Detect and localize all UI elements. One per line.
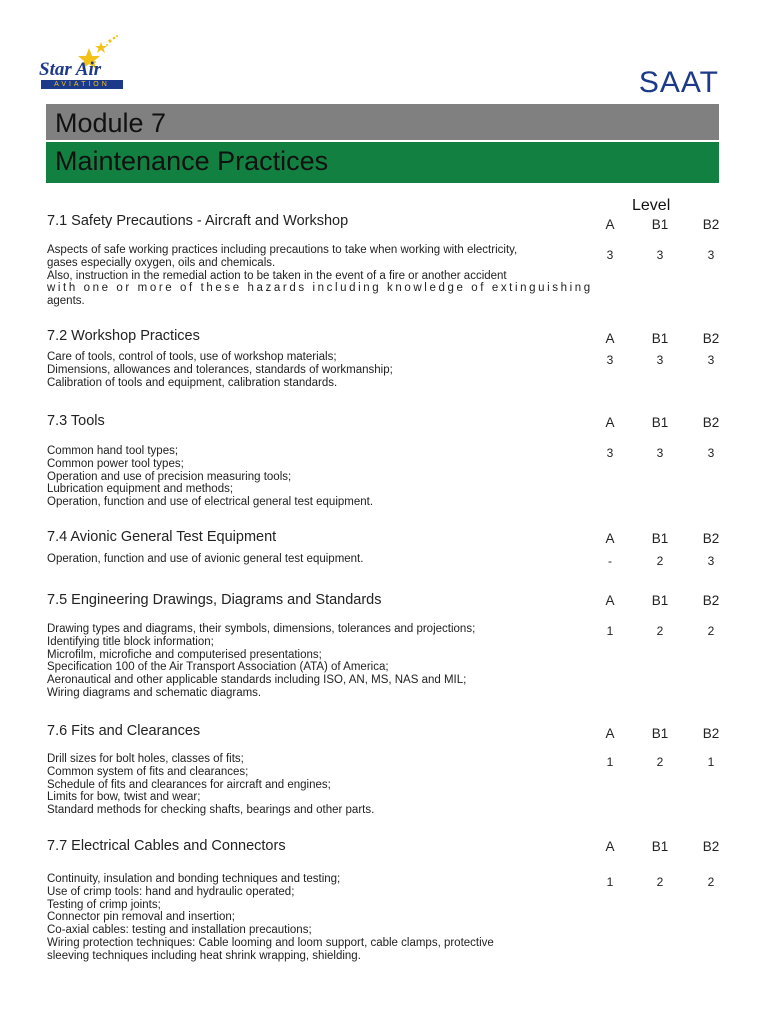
body-line: Common power tool types; xyxy=(47,457,184,470)
level-value-b1: 3 xyxy=(656,248,664,262)
body-line: Operation and use of precision measuring tools; xyxy=(47,470,292,483)
level-value-a: 1 xyxy=(606,624,614,638)
section-title: 7.7 Electrical Cables and Connectors xyxy=(47,838,286,854)
level-value-b2: 2 xyxy=(707,624,715,638)
body-line: Calibration of tools and equipment, calibration standards. xyxy=(47,376,338,389)
level-column-b1: B1 xyxy=(651,331,669,346)
level-column-b2: B2 xyxy=(702,839,720,854)
level-value-b2: 3 xyxy=(707,353,715,367)
body-line: Operation, function and use of electrical general test equipment. xyxy=(47,496,374,509)
level-column-b2: B2 xyxy=(702,415,720,430)
body-line: Drill sizes for bolt holes, classes of fits; xyxy=(47,753,244,765)
level-column-b1: B1 xyxy=(651,415,669,430)
body-line: Operation, function and use of avionic general test equipment. xyxy=(47,553,364,565)
level-column-a: A xyxy=(605,331,615,346)
level-column-b1: B1 xyxy=(651,839,669,854)
level-value-b1: 2 xyxy=(656,554,664,568)
body-line: Connector pin removal and insertion; xyxy=(47,911,235,924)
body-line: Microfilm, microfiche and computerised presentations; xyxy=(47,648,322,661)
level-column-a: A xyxy=(605,217,615,232)
body-line: Co-axial cables: testing and installation precautions; xyxy=(47,924,312,937)
logo-brand: Star Air xyxy=(39,59,102,80)
level-value-a: 3 xyxy=(606,248,614,262)
body-line: gases especially oxygen, oils and chemicals. xyxy=(47,256,276,269)
section-title: 7.5 Engineering Drawings, Diagrams and Standards xyxy=(47,592,382,608)
level-column-b2: B2 xyxy=(702,331,720,346)
level-value-b1: 2 xyxy=(656,624,664,638)
level-value-b2: 3 xyxy=(707,446,715,460)
body-line: Care of tools, control of tools, use of workshop materials; xyxy=(47,351,337,363)
body-line: Common system of fits and clearances; xyxy=(47,765,249,778)
star-air-logo xyxy=(37,32,125,94)
section-title: 7.1 Safety Precautions - Aircraft and Workshop xyxy=(47,213,349,229)
level-value-a: - xyxy=(608,554,612,568)
level-value-a: 1 xyxy=(606,875,614,889)
section-body xyxy=(47,351,587,389)
section-body xyxy=(47,445,587,509)
body-line: with one or more of these hazards including knowledge of extinguishing xyxy=(47,282,593,295)
body-line: Wiring protection techniques: Cable looming and loom support, cable clamps, protective xyxy=(47,936,494,949)
section-body xyxy=(47,753,587,817)
level-column-b2: B2 xyxy=(702,593,720,608)
body-line: Lubrication equipment and methods; xyxy=(47,483,234,496)
body-line: Identifying title block information; xyxy=(47,635,214,648)
level-value-b2: 3 xyxy=(707,554,715,568)
body-line: Specification 100 of the Air Transport Association (ATA) of America; xyxy=(47,661,389,674)
module-bar: Module 7 xyxy=(46,104,719,140)
body-line: Limits for bow, twist and wear; xyxy=(47,791,201,804)
section-body xyxy=(47,553,587,566)
level-value-b1: 3 xyxy=(656,353,664,367)
body-line: Continuity, insulation and bonding techniques and testing; xyxy=(47,873,341,885)
body-line: Drawing types and diagrams, their symbols, dimensions, tolerances and projections; xyxy=(47,623,476,635)
body-line: sleeving techniques including heat shrink wrapping, shielding. xyxy=(47,949,361,962)
body-line: Testing of crimp joints; xyxy=(47,898,161,911)
level-column-a: A xyxy=(605,415,615,430)
level-column-b2: B2 xyxy=(702,217,720,232)
level-header: Level xyxy=(632,197,671,214)
level-column-b2: B2 xyxy=(702,726,720,741)
body-line: Schedule of fits and clearances for aircraft and engines; xyxy=(47,778,331,791)
section-title: 7.3 Tools xyxy=(47,413,105,429)
org-name: SAAT xyxy=(638,66,719,99)
section-body xyxy=(47,623,587,700)
body-line: Standard methods for checking shafts, bearings and other parts. xyxy=(47,804,375,817)
section-body xyxy=(47,244,593,308)
level-column-b2: B2 xyxy=(702,531,720,546)
level-value-a: 3 xyxy=(606,446,614,460)
level-column-b1: B1 xyxy=(651,217,669,232)
body-line: Wiring diagrams and schematic diagrams. xyxy=(47,686,262,699)
level-value-b2: 1 xyxy=(707,755,715,769)
level-column-a: A xyxy=(605,593,615,608)
level-column-a: A xyxy=(605,531,615,546)
level-column-b1: B1 xyxy=(651,531,669,546)
level-column-b1: B1 xyxy=(651,726,669,741)
body-line: Dimensions, allowances and tolerances, standards of workmanship; xyxy=(47,363,393,376)
body-line: Common hand tool types; xyxy=(47,445,179,457)
level-value-b2: 2 xyxy=(707,875,715,889)
section-title: 7.2 Workshop Practices xyxy=(47,328,200,344)
logo-sub: AVIATION xyxy=(54,81,110,88)
body-line: Also, instruction in the remedial action to be taken in the event of a fire or another accident xyxy=(47,269,507,282)
body-line: Aeronautical and other applicable standards including ISO, AN, MS, NAS and MIL; xyxy=(47,674,467,687)
level-value-b1: 2 xyxy=(656,755,664,769)
level-value-b1: 3 xyxy=(656,446,664,460)
level-value-b1: 2 xyxy=(656,875,664,889)
body-line: agents. xyxy=(47,295,85,308)
level-column-a: A xyxy=(605,726,615,741)
section-body xyxy=(47,873,587,963)
section-title: 7.4 Avionic General Test Equipment xyxy=(47,529,277,545)
level-column-a: A xyxy=(605,839,615,854)
level-value-b2: 3 xyxy=(707,248,715,262)
body-line: Aspects of safe working practices including precautions to take when working with electricity, xyxy=(47,244,518,256)
body-line: Use of crimp tools: hand and hydraulic operated; xyxy=(47,885,295,898)
module-title-bar: Maintenance Practices xyxy=(46,142,719,183)
section-title: 7.6 Fits and Clearances xyxy=(47,723,201,739)
level-column-b1: B1 xyxy=(651,593,669,608)
level-value-a: 1 xyxy=(606,755,614,769)
level-value-a: 3 xyxy=(606,353,614,367)
